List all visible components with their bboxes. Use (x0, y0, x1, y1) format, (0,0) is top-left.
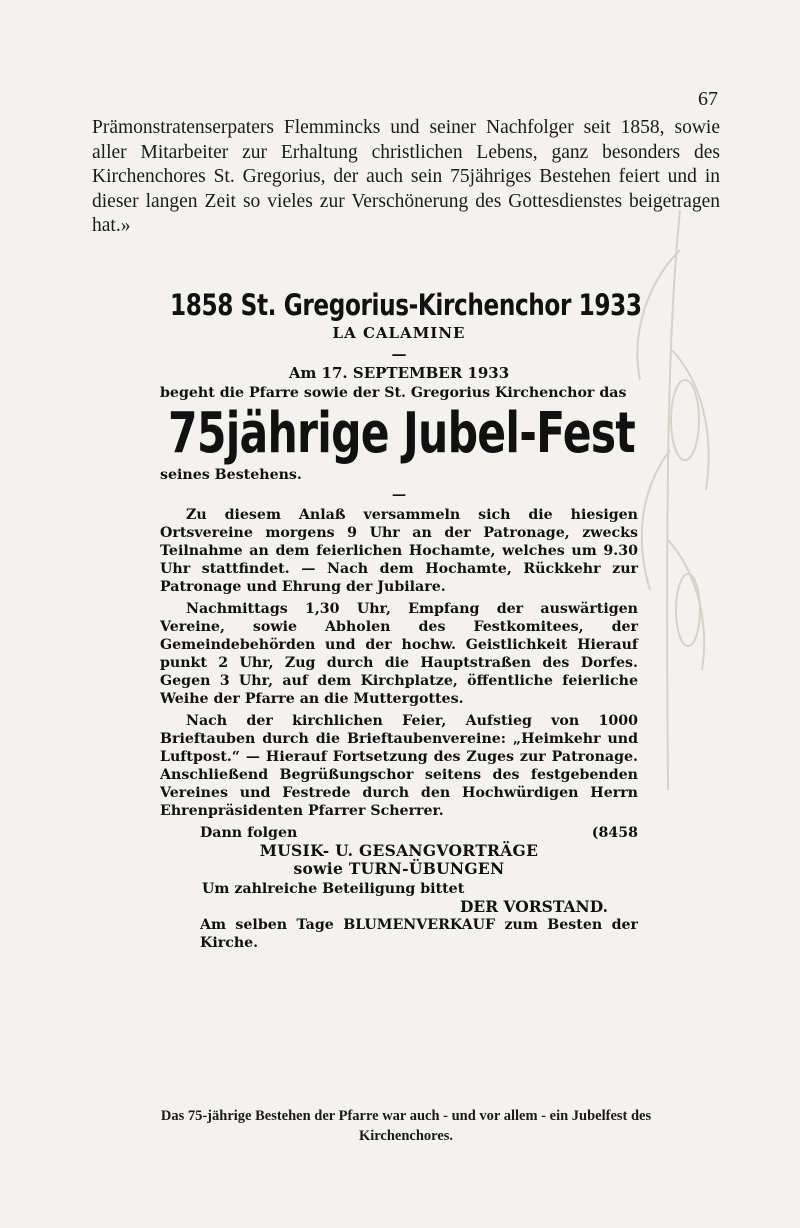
caption-line-1: Das 75-jährige Bestehen der Pfarre war auch - und vor allem - ein Jubelfest des (160, 1108, 652, 1124)
ad-code: (8458 (591, 825, 638, 841)
separator-dash: — (391, 345, 407, 363)
intro-text: Prämonstratenserpaters Flemmincks und seiner Nachfolger seit 1858, sowie aller Mitarbeiter zur Erhaltung christlichen Lebens, ganz besonders des Kirchenchores St. Gregorius, der auch sein 75jähriges Bestehen feiert und in dieser langen Zeit so vieles zur Verschönerung des Gottesdienstes beigetragen hat.» (92, 117, 720, 236)
ad-body (160, 384, 638, 952)
ad-location: LA CALAMINE (332, 324, 466, 342)
newspaper-advertisement (160, 288, 642, 952)
ad-invite: Um zahlreiche Beteiligung bittet (202, 881, 465, 897)
ad-header: 1858 St. Gregorius-Kirchenchor 1933 (170, 288, 642, 322)
ad-paragraph-morning: Zu diesem Anlaß versammeln sich die hiesigen Ortsvereine morgens 9 Uhr an der Patronage, zwecks Teilnahme an dem feierlichen Hochamte, welches um 9.30 Uhr stattfindet. — Nach dem Hochamte, Rückkehr zur Patronage und Ehrung der Jubilare. (160, 507, 638, 595)
page-number: 67 (698, 88, 718, 110)
ad-existence: seines Bestehens. (160, 467, 302, 483)
ad-then: Dann folgen (200, 825, 298, 841)
ad-signature: DER VORSTAND. (459, 897, 608, 916)
ad-flowers: Am selben Tage BLUMENVERKAUF zum Besten der Kirche. (200, 917, 638, 951)
ad-music: MUSIK- U. GESANGVORTRÄGE (259, 841, 539, 860)
separator-dash: — (391, 487, 407, 503)
ad-paragraph-afternoon: Nachmittags 1,30 Uhr, Empfang der auswärtigen Vereine, sowie Abholen des Festkomitees, der Gemeindebehörden und der hochw. Geistlichkeit Hierauf punkt 2 Uhr, Zug durch die Hauptstraßen des Dorfes. Gegen 3 Uhr, auf dem Kirchplatze, öffentliche feierliche Weihe der Pfarre an die Muttergottes. (160, 601, 638, 707)
jubilee-headline: 75jährige Jubel-Fest (168, 401, 635, 466)
ad-intro: begeht die Pfarre sowie der St. Gregorius Kirchenchor das (160, 385, 627, 401)
caption-line-2: Kirchenchores. (358, 1128, 454, 1144)
ad-then-row (200, 824, 638, 842)
ad-date: Am 17. SEPTEMBER 1933 (288, 364, 510, 382)
ad-sports: sowie TURN-ÜBUNGEN (293, 859, 505, 878)
figure-caption (92, 1106, 720, 1146)
ad-paragraph-ceremony: Nach der kirchlichen Feier, Aufstieg von 1000 Brieftauben durch die Brieftaubenvereine: „Heimkehr und Luftpost.“ — Hierauf Fortsetzung des Zuges zur Patronage. Anschließend Begrüßungschor seitens des festgebenden Vereines und Festrede durch den Hochwürdigen Herrn Ehrenpräsidenten Pfarrer Scherrer. (160, 713, 638, 819)
